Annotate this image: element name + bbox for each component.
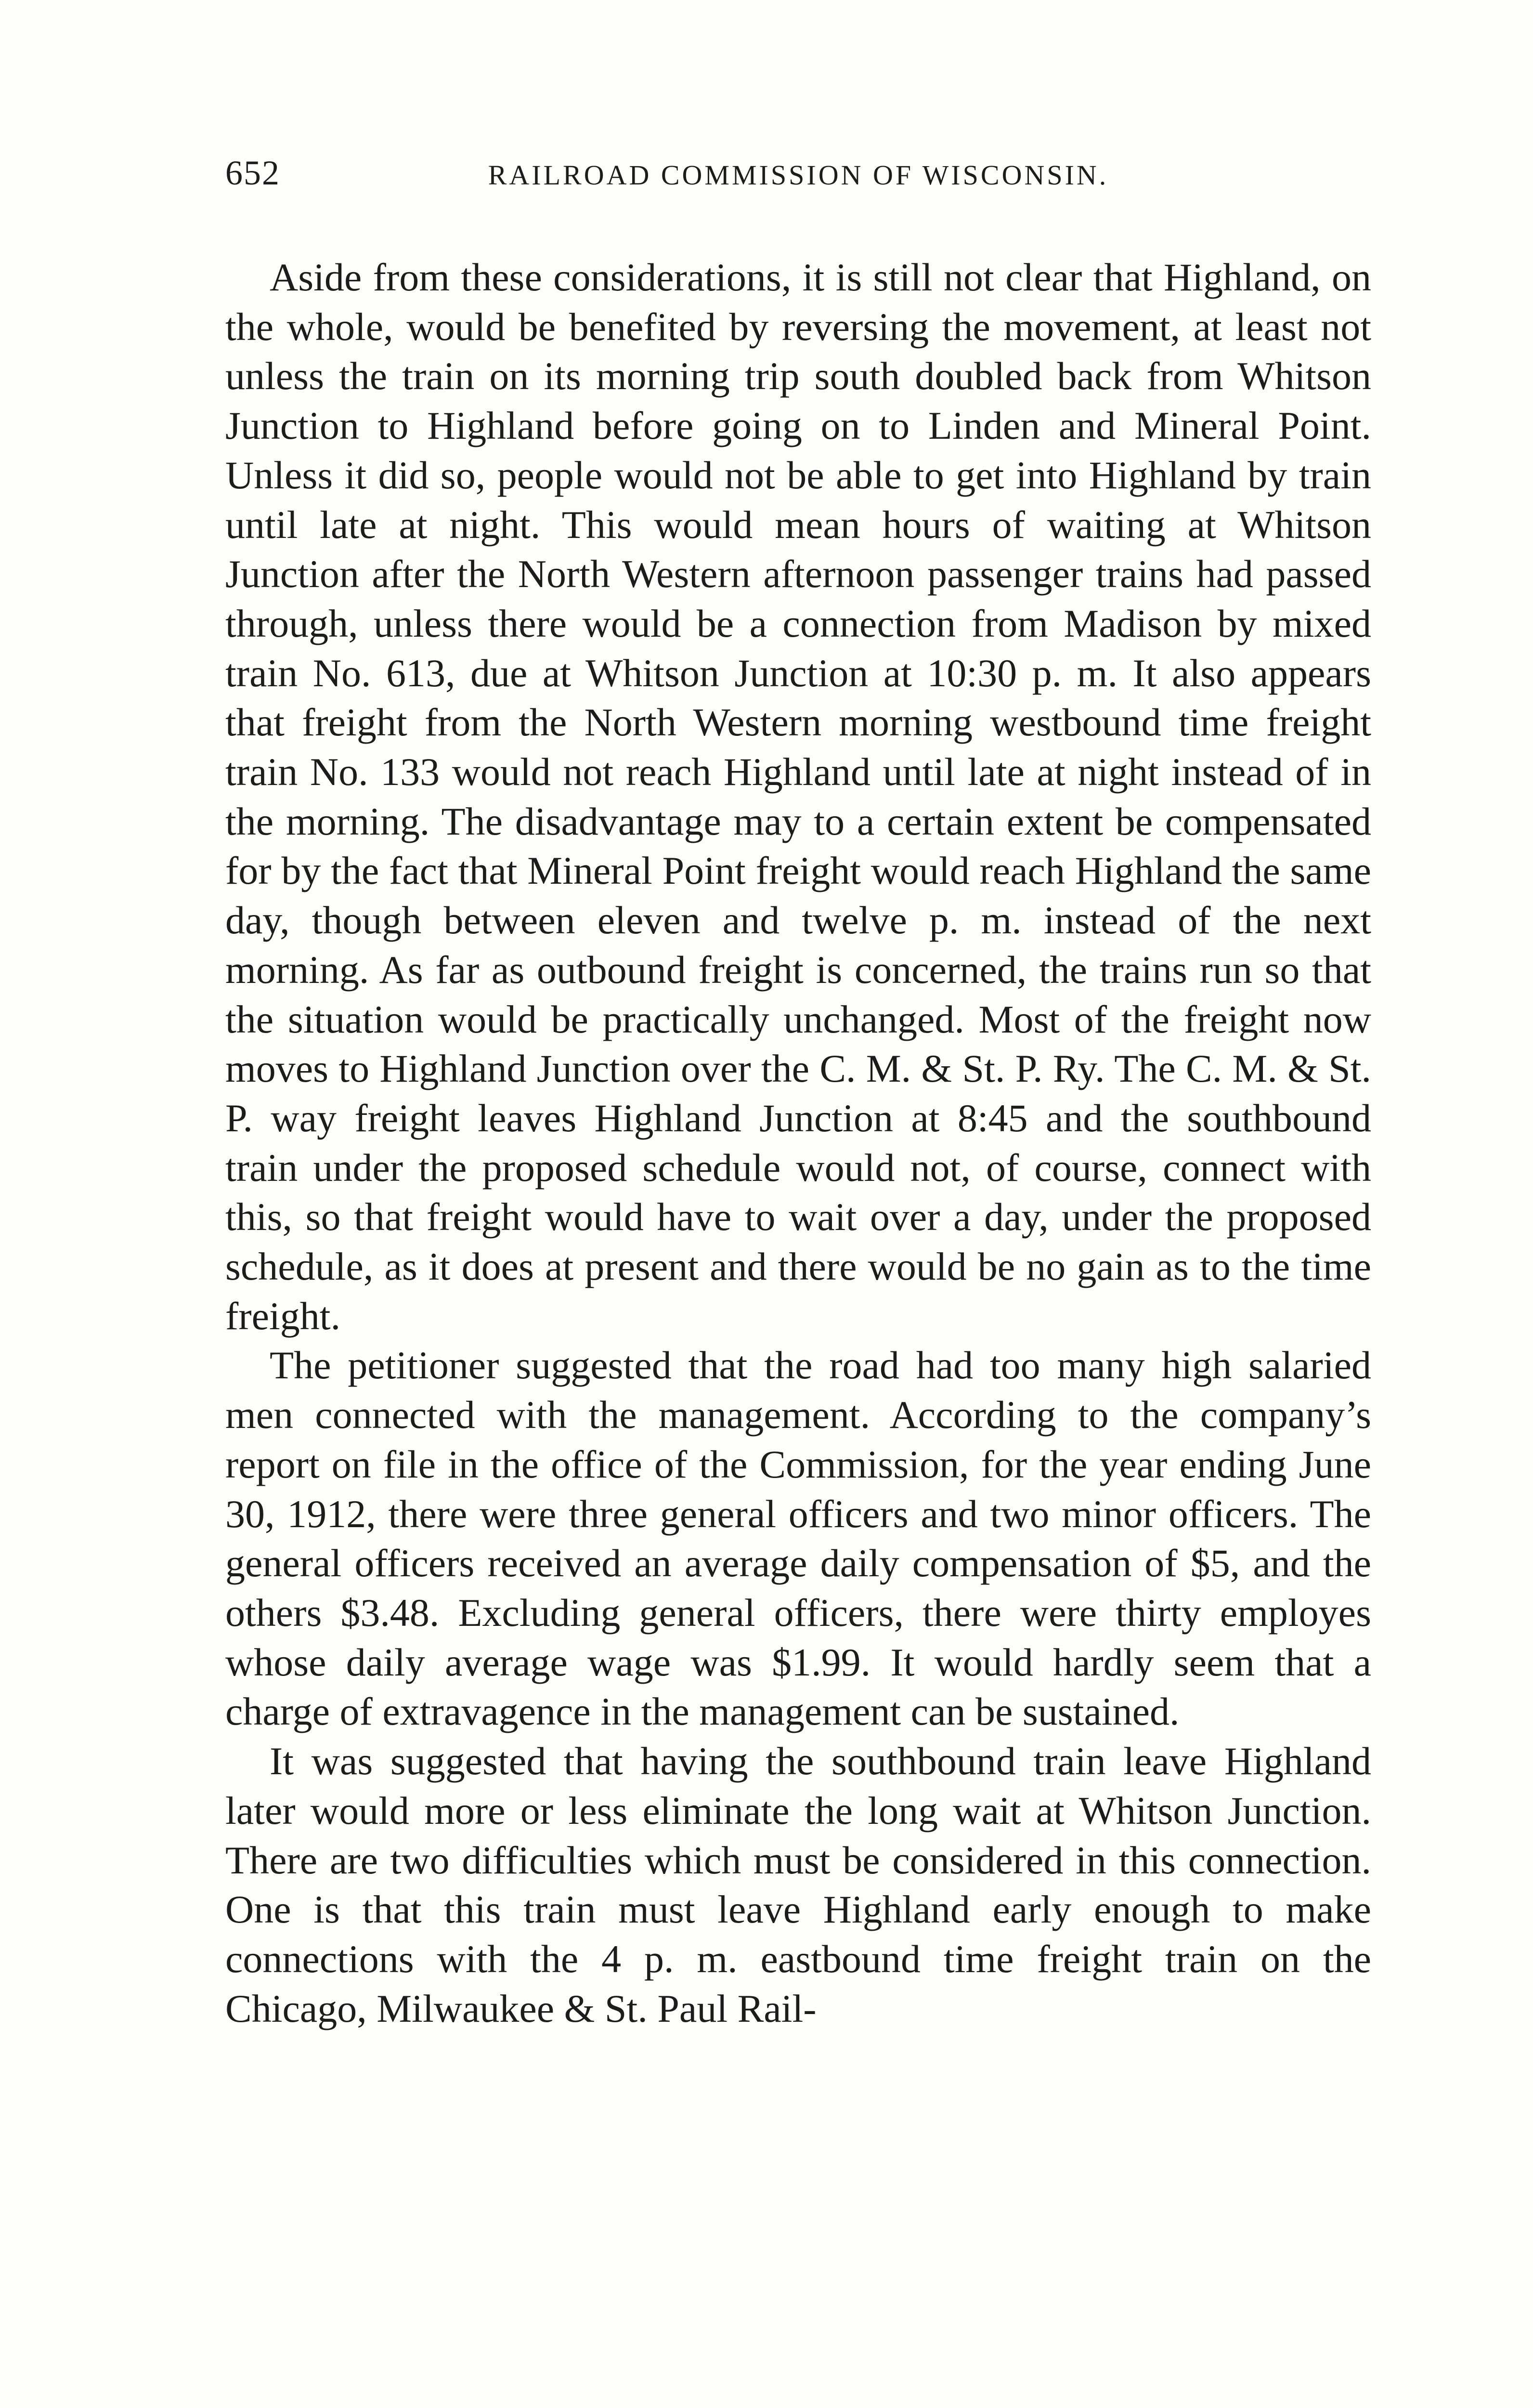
paragraph: The petitioner suggested that the road had too many high salaried men connected with the management. According to the company’s report on file in the office of the Commission, for the year ending June 30, 1912, there were three general officers and two minor officers. The general officers received an average daily compensation of $5, and the others $3.48. Excluding general officers, there were thirty employes whose daily average wage was $1.99. It would hardly seem that a charge of extravagence in the management can be sustained. (225, 1343, 1371, 1734)
page-number: 652 (225, 154, 280, 192)
running-head: RAILROAD COMMISSION OF WISCONSIN. (488, 159, 1109, 191)
page-header (225, 153, 1371, 206)
paragraph: Aside from these considerations, it is still not clear that Highland, on the whole, would be benefited by reversing the movement, at least not unless the train on its morning trip south doubled back from Whitson Junction to Highland before going on to Linden and Mineral Point. Unless it did so, people would not be able to get into Highland by train until late at night. This would mean hours of waiting at Whitson Junction after the North Western afternoon passenger trains had passed through, unless there would be a connection from Madison by mixed train No. 613, due at Whitson Junction at 10:30 p. m. It also appears that freight from the North Western morning westbound time freight train No. 133 would not reach Highland until late at night instead of in the morning. The disadvantage may to a certain extent be compensated for by the fact that Mineral Point freight would reach Highland the same day, though between eleven and twelve p. m. instead of the next morning. As far as outbound freight is concerned, the trains run so that the situation would be practically unchanged. Most of the freight now moves to Highland Junction over the C. M. & St. P. Ry. The C. M. & St. P. way freight leaves Highland Junction at 8:45 and the southbound train under the proposed schedule would not, of course, connect with this, so that freight would have to wait over a day, under the proposed schedule, as it does at present and there would be no gain as to the time freight. (225, 255, 1371, 1338)
body-text (225, 253, 1371, 2033)
paragraph: It was suggested that having the southbound train leave Highland later would more or less eliminate the long wait at Whitson Junction. There are two difficulties which must be considered in this connection. One is that this train must leave Highland early enough to make connections with the 4 p. m. eastbound time freight train on the Chicago, Milwaukee & St. Paul Rail- (225, 1739, 1371, 2030)
